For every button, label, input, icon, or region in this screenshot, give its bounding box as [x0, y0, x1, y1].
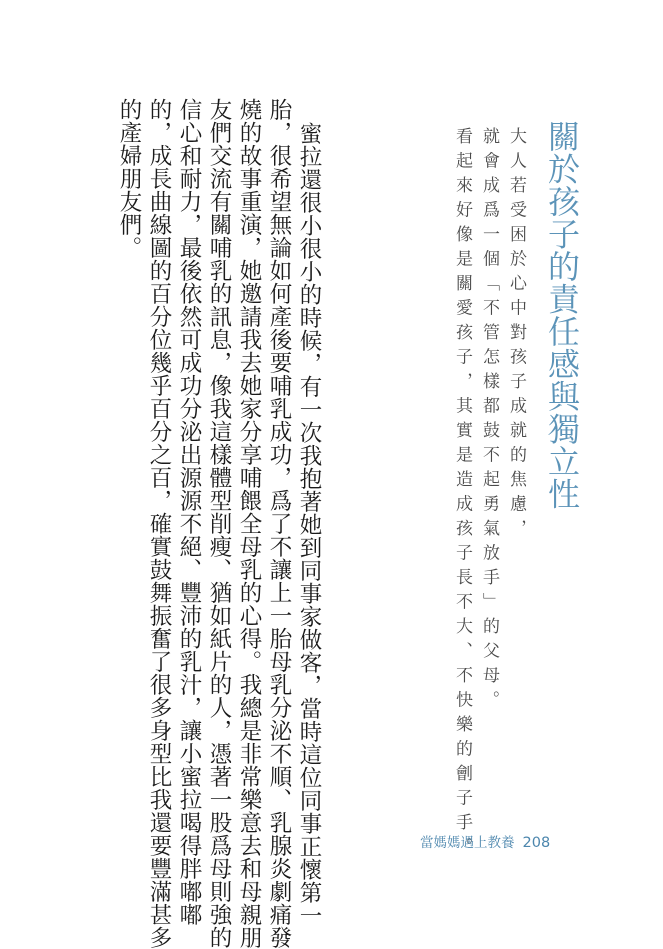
page-number: 208	[522, 835, 551, 851]
body-line-6: 的，成長曲線圖的百分位幾乎百分之百，確實鼓舞振奮了很多身型比我還要豐滿甚多	[146, 98, 172, 949]
body-line-7: 的產婦朋友們。	[116, 98, 142, 259]
body-line-2: 胎，很希望無論如何產後要哺乳成功，爲了不讓上一胎母乳分泌不順、乳腺炎劇痛發	[266, 98, 292, 949]
intro-line-3: 看起來好像是關愛孩子，其實是造成孩子長不大、不快樂的劊子手。	[452, 127, 472, 862]
page-footer	[420, 831, 550, 851]
body-line-3: 燒的故事重演，她邀請我去她家分享哺餵全母乳的心得。我總是非常樂意去和母親朋	[236, 98, 262, 949]
intro-line-2: 就會成爲一個「不管怎樣都鼓不起勇氣放手」的父母。	[479, 127, 499, 715]
intro-line-1: 大人若受困於心中對孩子成就的焦慮，	[506, 127, 526, 544]
body-line-1: 蜜拉還很小很小的時候，有一次我抱著她到同事家做客，當時這位同事正懷第一	[296, 122, 322, 927]
chapter-title: 關於孩子的責任感與獨立性	[543, 120, 581, 510]
body-line-5: 信心和耐力，最後依然可成功分泌出源源不絕、豐沛的乳汁，讓小蜜拉喝得胖嘟嘟	[176, 98, 202, 926]
body-line-4: 友們交流有關哺乳的訊息，像我這樣體型削瘦、猶如紙片的人，憑著一股爲母則強的	[206, 98, 232, 949]
running-book-title: 當媽媽遇上教養	[420, 835, 515, 851]
